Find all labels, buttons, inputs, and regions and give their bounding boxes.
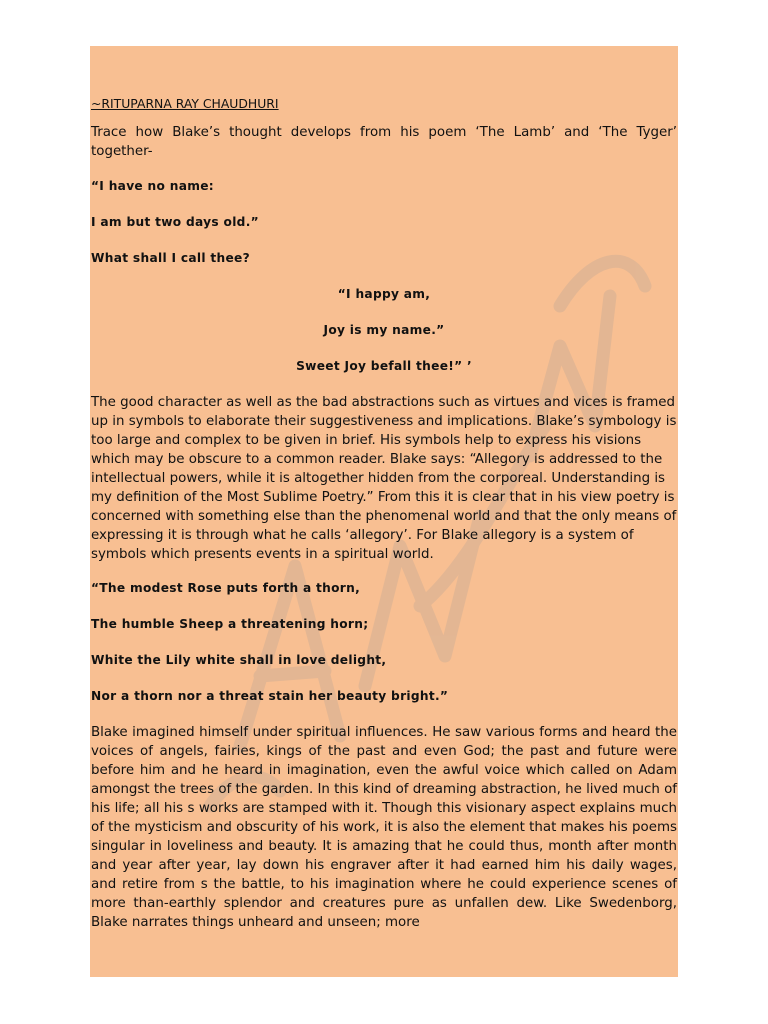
document-page [90,46,678,977]
verse-three-line-2: The humble Sheep a threatening horn; [91,617,369,631]
author-line: ~RITUPARNA RAY CHAUDHURI [91,96,279,111]
verse-three-line-1: “The modest Rose puts forth a thorn, [91,581,361,595]
verse-three-line-3: White the Lily white shall in love delight, [91,653,387,667]
paragraph-allegory: The good character as well as the bad abstractions such as virtues and vices is framed up in symbols to elaborate their suggestiveness and implications. Blake’s symbology is too large and complex to be given in brief. His symbols help to express his visions which may be obscure to a common reader. Blake says: “Allegory is addressed to the intellectual powers, while it is altogether hidden from the corporeal. Understanding is my definition of the Most Sublime Poetry.” From this it is clear that in his view poetry is concerned with something else than the phenomenal world and that the only means of expressing it is through what he calls ‘allegory’. For Blake allegory is a system of symbols which presents events in a spiritual world. [91,395,677,562]
verse-three-line-4: Nor a thorn nor a threat stain her beauty bright.” [91,689,449,703]
verse-two-line-3: Sweet Joy befall thee!” ’ [296,359,472,373]
verse-two-line-2: Joy is my name.” [323,323,445,337]
paragraph-visionary: Blake imagined himself under spiritual influences. He saw various forms and heard the voices of angels, fairies, kings of the past and even God; the past and future were before him and he heard in imagination, even the awful voice which called on Adam amongst the trees of the garden. In this kind of dreaming abstraction, he lived much of his life; all his s works are stamped with it. Though this visionary aspect explains much of the mysticism and obscurity of his work, it is also the element that makes his poems singular in loveliness and beauty. It is amazing that he could thus, month after month and year after year, lay down his engraver after it had earned him his daily wages, and retire from s the battle, to his imagination where he could experience scenes of more than-earthly splendor and creatures pure as unfallen dew. Like Swedenborg, Blake narrates things unheard and unseen; more [91,725,677,930]
verse-one-line-3: What shall I call thee? [91,251,250,265]
verse-one-line-2: I am but two days old.” [91,215,259,229]
verse-one-line-1: “I have no name: [91,179,214,193]
verse-two-line-1: “I happy am, [337,287,431,301]
essay-question: Trace how Blake’s thought develops from his poem ‘The Lamb’ and ‘The Tyger’ together- [91,125,677,159]
document-body [91,94,677,947]
